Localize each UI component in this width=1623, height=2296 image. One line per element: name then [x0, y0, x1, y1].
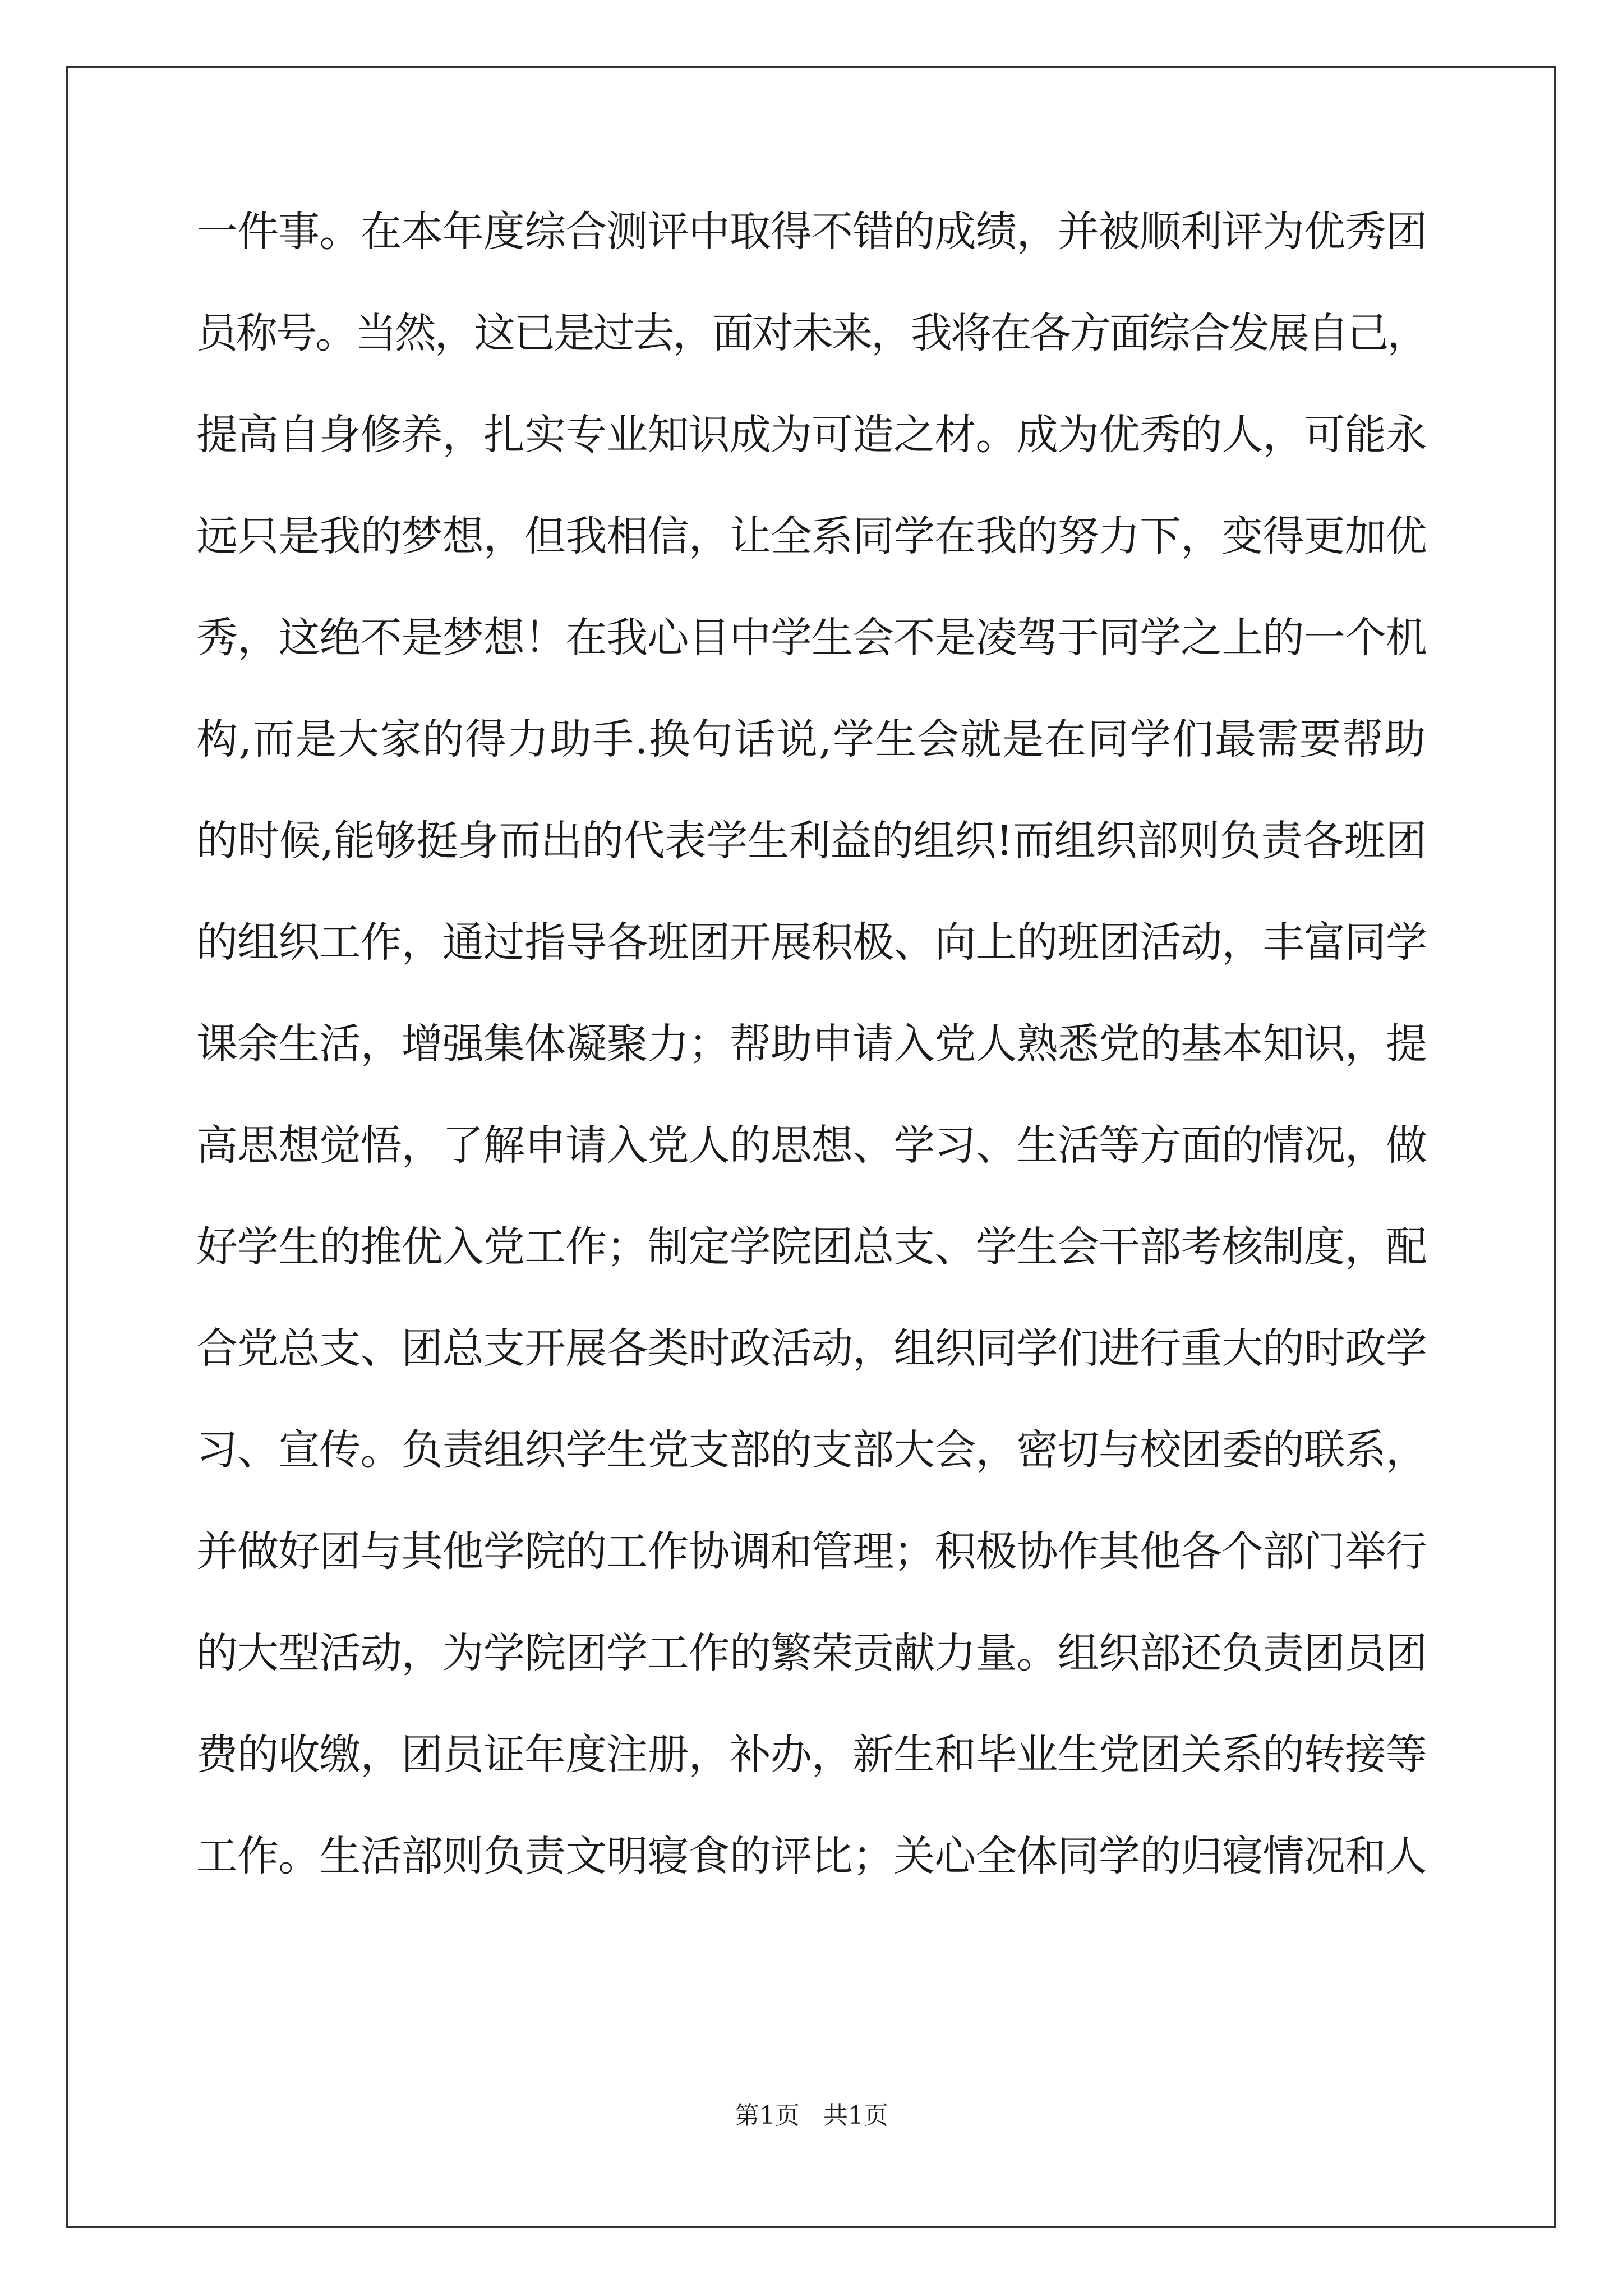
text-line-1: [196, 206, 1427, 308]
text-line-1-content: 一件事。在本年度综合测评中取得不错的成绩，并被顺利评为优秀团: [196, 208, 1427, 256]
text-line-8-content: 的组织工作，通过指导各班团开展积极、向上的班团活动，丰富同学: [196, 918, 1427, 967]
text-line-11-content: 好学生的推优入党工作；制定学院团总支、学生会干部考核制度，配: [196, 1223, 1427, 1271]
text-line-12-content: 合党总支、团总支开展各类时政活动，组织同学们进行重大的时政学: [196, 1324, 1427, 1373]
text-line-2-content: 员称号。当然，这已是过去，面对未来，我将在各方面综合发展自己，: [196, 309, 1427, 357]
text-line-6-content: 构,而是大家的得力助手.换句话说,学生会就是在同学们最需要帮助: [196, 715, 1427, 763]
page-number-footer: 第1页 共1页: [735, 2101, 888, 2130]
text-line-17-content: 工作。生活部则负责文明寝食的评比；关心全体同学的归寝情况和人: [196, 1832, 1427, 1880]
text-line-7-content: 的时候,能够挺身而出的代表学生利益的组织!而组织部则负责各班团: [196, 817, 1427, 865]
text-line-6: [196, 714, 1427, 816]
text-line-15: [196, 1628, 1427, 1729]
document-body: [196, 206, 1427, 1932]
text-line-13-content: 习、宣传。负责组织学生党支部的支部大会，密切与校团委的联系，: [196, 1426, 1427, 1474]
text-line-12: [196, 1323, 1427, 1425]
text-line-11: [196, 1222, 1427, 1323]
text-line-17: [196, 1831, 1427, 1932]
text-line-16-content: 费的收缴，团员证年度注册，补办，新生和毕业生党团关系的转接等: [196, 1731, 1427, 1779]
text-line-3: [196, 409, 1427, 511]
text-line-5: [196, 613, 1427, 714]
text-line-5-content: 秀，这绝不是梦想！在我心目中学生会不是凌驾于同学之上的一个机: [196, 614, 1427, 662]
text-line-14-content: 并做好团与其他学院的工作协调和管理；积极协作其他各个部门举行: [196, 1527, 1427, 1576]
text-line-13: [196, 1425, 1427, 1526]
text-line-10-content: 高思想觉悟，了解申请入党人的思想、学习、生活等方面的情况，做: [196, 1121, 1427, 1170]
text-line-8: [196, 917, 1427, 1019]
text-line-10: [196, 1120, 1427, 1222]
text-line-3-content: 提高自身修养，扎实专业知识成为可造之材。成为优秀的人，可能永: [196, 411, 1427, 459]
text-line-2: [196, 308, 1427, 409]
text-line-16: [196, 1729, 1427, 1831]
text-line-9: [196, 1019, 1427, 1120]
text-line-14: [196, 1526, 1427, 1628]
text-line-9-content: 课余生活，增强集体凝聚力；帮助申请入党人熟悉党的基本知识，提: [196, 1020, 1427, 1068]
text-line-15-content: 的大型活动，为学院团学工作的繁荣贡献力量。组织部还负责团员团: [196, 1629, 1427, 1677]
text-line-4-content: 远只是我的梦想，但我相信，让全系同学在我的努力下，变得更加优: [196, 512, 1427, 560]
text-line-7: [196, 816, 1427, 917]
text-line-4: [196, 511, 1427, 613]
